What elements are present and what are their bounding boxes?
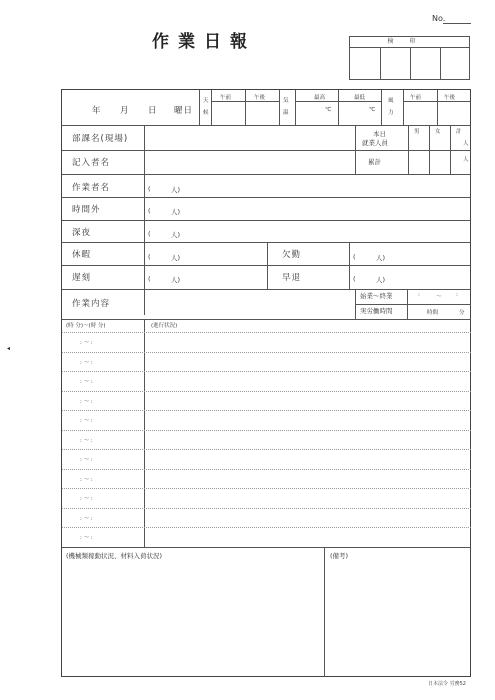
grid-line xyxy=(62,547,471,548)
grid-line xyxy=(62,352,471,353)
grid-line xyxy=(62,391,471,392)
grid-line xyxy=(199,90,200,125)
grid-line xyxy=(62,125,471,126)
paren-open: ( xyxy=(148,275,151,283)
grid-line xyxy=(355,304,471,305)
time-slot-label: : ～ : xyxy=(80,496,93,502)
publisher-footer: 日本法令 労務52 xyxy=(428,681,466,687)
grid-line xyxy=(245,90,246,125)
number-field[interactable] xyxy=(443,23,471,24)
wind-label-1: 風 xyxy=(388,98,394,104)
late-label: 遅刻 xyxy=(72,273,92,283)
person-unit: 人 xyxy=(463,141,469,147)
person-unit: 人) xyxy=(376,276,386,284)
grid-line xyxy=(62,289,471,290)
actual-hours-label: 実労働時間 xyxy=(360,307,393,315)
degree-unit: ℃ xyxy=(369,107,376,113)
wind-pm: 午後 xyxy=(444,95,456,101)
absence-label: 欠勤 xyxy=(282,250,302,260)
work-content-label: 作業内容 xyxy=(72,299,111,309)
time-slot-label: : ～ : xyxy=(80,379,93,385)
person-unit: 人) xyxy=(171,254,181,262)
temperature-label-1: 気 xyxy=(283,98,289,104)
time-slot-label: : ～ : xyxy=(80,515,93,522)
grid-line xyxy=(144,319,145,547)
minute-unit: 分 xyxy=(459,310,465,316)
hour-unit: 時間 xyxy=(427,310,439,316)
progress-label: (進行状況) xyxy=(151,323,178,329)
stamp-divider xyxy=(410,47,411,79)
early-leave-label: 早退 xyxy=(282,273,302,283)
time-slot-label: : ～ : xyxy=(80,535,93,541)
leave-label: 休暇 xyxy=(72,250,92,260)
person-unit: 人) xyxy=(171,208,181,216)
person-unit: 人) xyxy=(376,254,386,262)
paren-open: ( xyxy=(353,275,356,283)
grid-line xyxy=(62,449,471,450)
grid-line xyxy=(62,469,471,470)
day-label: 日 xyxy=(148,106,158,116)
overtime-label: 時間外 xyxy=(72,205,101,215)
weather-label-2: 候 xyxy=(203,110,209,116)
page-title: 作業日報 xyxy=(152,32,256,52)
weekday-label: 曜日 xyxy=(174,106,194,116)
department-label: 部課名(現場) xyxy=(72,134,129,144)
grid-line xyxy=(62,150,471,151)
weather-am: 午前 xyxy=(220,95,232,101)
report-form xyxy=(61,89,471,677)
start-end-label: 始業～終業 xyxy=(360,292,393,300)
wind-am: 午前 xyxy=(410,95,422,101)
wind-label-2: 力 xyxy=(388,110,394,116)
sum-label: 計 xyxy=(456,129,462,135)
temperature-label-2: 温 xyxy=(283,110,289,116)
margin-mark: ◂ xyxy=(7,345,11,352)
time-slot-label: : ～ : xyxy=(80,340,93,346)
grid-line xyxy=(62,265,471,266)
weather-label-1: 天 xyxy=(203,98,209,104)
grid-line xyxy=(62,508,471,509)
time-range-header: (時 分)～(時 分) xyxy=(66,323,106,329)
grid-line xyxy=(437,90,438,125)
on-duty-label-1: 本日 xyxy=(373,130,386,138)
grid-line xyxy=(62,332,471,333)
grid-line xyxy=(403,90,404,125)
person-unit: 人) xyxy=(171,186,181,194)
year-label: 年 xyxy=(92,106,102,116)
entered-by-label: 記入者名 xyxy=(72,158,111,168)
grid-line xyxy=(62,430,471,431)
number-label: No. xyxy=(432,14,446,23)
time-slot-label: : ～ : xyxy=(80,359,93,366)
person-unit: 人) xyxy=(171,231,181,239)
tilde: ～ xyxy=(436,294,442,300)
time-slot-label: : ～ : xyxy=(80,457,93,463)
grid-line xyxy=(62,174,471,175)
grid-line xyxy=(62,319,471,320)
grid-line xyxy=(62,220,471,221)
grid-line xyxy=(62,527,471,528)
stamp-divider xyxy=(440,47,441,79)
late-night-label: 深夜 xyxy=(72,228,92,238)
time-slot-label: : ～ : xyxy=(80,418,93,424)
paren-open: ( xyxy=(148,230,151,238)
grid-line xyxy=(295,90,296,125)
male-label: 男 xyxy=(414,129,420,135)
remarks-label: (備考) xyxy=(330,552,349,560)
person-unit: 人) xyxy=(171,276,181,284)
on-duty-label-2: 就業人員 xyxy=(362,139,388,147)
stamp-divider xyxy=(380,47,381,79)
grid-line xyxy=(324,547,325,677)
total-label: 累計 xyxy=(368,158,381,166)
stamp-header: 検印 xyxy=(350,37,469,48)
grid-line xyxy=(381,90,382,125)
weather-pm: 午後 xyxy=(254,95,266,101)
grid-line xyxy=(62,488,471,489)
time-slot-label: : ～ : xyxy=(80,476,93,483)
person-unit: 人 xyxy=(463,157,469,163)
approval-stamp-box xyxy=(349,36,470,80)
grid-line xyxy=(338,90,339,125)
machinery-label: (機械類稼動状況、材料入荷状況) xyxy=(66,552,163,560)
colon: : xyxy=(418,292,420,298)
paren-open: ( xyxy=(353,253,356,261)
female-label: 女 xyxy=(435,129,441,135)
grid-line xyxy=(211,90,212,125)
grid-line xyxy=(279,90,280,125)
time-slot-label: : ～ : xyxy=(80,398,93,405)
grid-line xyxy=(62,371,471,372)
temperature-lowest: 最低 xyxy=(354,95,366,101)
paren-open: ( xyxy=(148,207,151,215)
degree-unit: ℃ xyxy=(325,107,332,113)
temperature-highest: 最高 xyxy=(314,95,326,101)
month-label: 月 xyxy=(120,106,130,116)
paren-open: ( xyxy=(148,253,151,261)
colon: : xyxy=(456,292,458,298)
workers-label: 作業者名 xyxy=(72,183,111,193)
time-slot-label: : ～ : xyxy=(80,437,93,444)
paren-open: ( xyxy=(148,185,151,193)
grid-line xyxy=(62,197,471,198)
grid-line xyxy=(62,410,471,411)
